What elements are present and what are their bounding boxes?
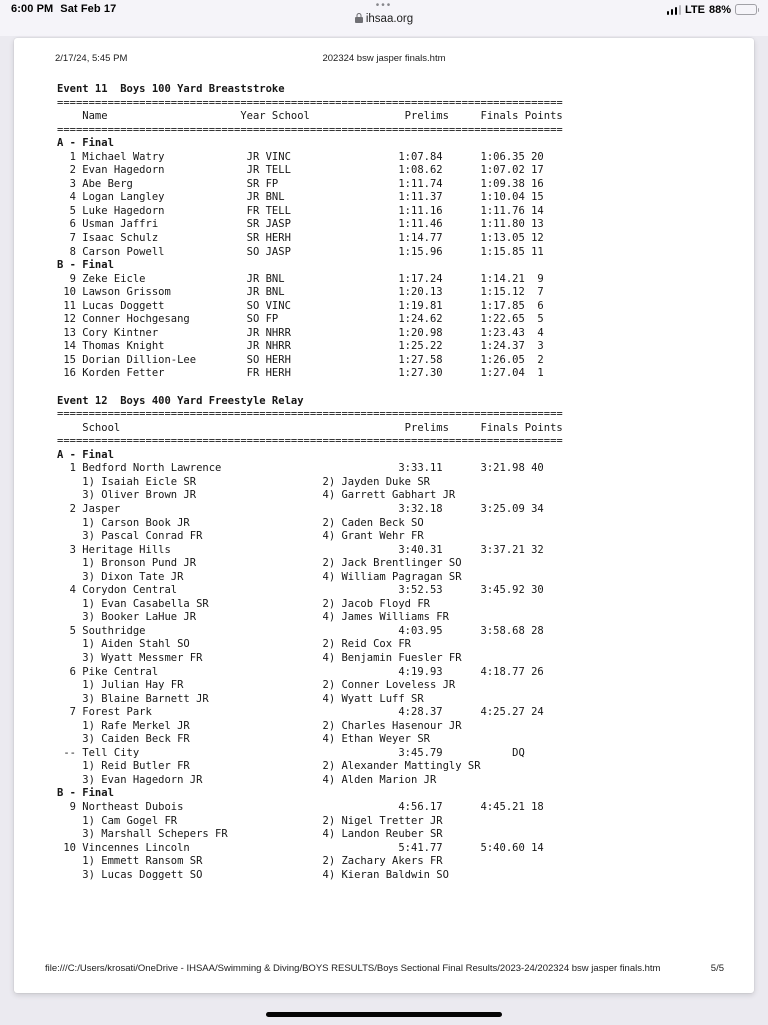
page-menu-button[interactable]: ••• [375,0,393,11]
result-row: 6 Usman Jaffri SR JASP 1:11.46 1:11.80 13 [57,218,544,231]
column-header-row: Name Year School Prelims Finals Points [57,110,563,123]
print-header-datetime: 2/17/24, 5:45 PM [55,53,128,64]
relay-swimmers-row: 3) Oliver Brown JR 4) Garrett Gabhart JR [57,489,456,502]
relay-swimmers-row: 1) Rafe Merkel JR 2) Charles Hasenour JR [57,719,462,732]
battery-percent: 88% [708,3,731,16]
relay-swimmers-row: 3) Caiden Beck FR 4) Ethan Weyer SR [57,733,430,746]
relay-result-row: 5 Southridge 4:03.95 3:58.68 28 [57,624,544,637]
site-host: ihsaa.org [365,13,414,25]
separator: ================================================================================ [57,408,563,421]
column-header-row: School Prelims Finals Points [57,421,563,434]
network-label: LTE [685,3,705,16]
results-document [57,83,563,882]
result-row: 4 Logan Langley JR BNL 1:11.37 1:10.04 15 [57,191,544,204]
relay-swimmers-row: 3) Marshall Schepers FR 4) Landon Reuber SR [57,828,443,841]
event-title: Event 11 Boys 100 Yard Breaststroke [57,83,285,95]
relay-result-row: 3 Heritage Hills 3:40.31 3:37.21 32 [57,543,544,556]
home-indicator[interactable] [266,1012,502,1017]
result-row: 11 Lucas Doggett SO VINC 1:19.81 1:17.85 6 [57,299,544,312]
relay-result-row: 2 Jasper 3:32.18 3:25.09 34 [57,502,544,515]
cellular-signal-icon [667,5,682,15]
battery-icon [735,4,759,15]
relay-result-row: 10 Vincennes Lincoln 5:41.77 5:40.60 14 [57,841,544,854]
print-footer-page-number: 5/5 [710,963,724,974]
print-header [14,53,754,67]
result-row: 14 Thomas Knight JR NHRR 1:25.22 1:24.37 3 [57,340,544,353]
relay-swimmers-row: 1) Evan Casabella SR 2) Jacob Floyd FR [57,597,430,610]
status-right-cluster [667,3,760,16]
document-page [14,38,754,993]
print-footer-path: file:///C:/Users/krosati/OneDrive - IHSAA/Swimming & Diving/BOYS RESULTS/Boys Sectional Final Results/2023-24/202324 bsw jasper finals.htm [45,963,661,974]
relay-swimmers-row: 1) Cam Gogel FR 2) Nigel Tretter JR [57,814,443,827]
result-row: 9 Zeke Eicle JR BNL 1:17.24 1:14.21 9 [57,272,544,285]
relay-swimmers-row: 3) Pascal Conrad FR 4) Grant Wehr FR [57,530,424,543]
event-title: Event 12 Boys 400 Yard Freestyle Relay [57,394,304,407]
relay-result-row: 4 Corydon Central 3:52.53 3:45.92 30 [57,584,544,597]
relay-swimmers-row: 3) Dixon Tate JR 4) William Pagragan SR [57,570,462,583]
result-row: 3 Abe Berg SR FP 1:11.74 1:09.38 16 [57,177,544,190]
result-row: 15 Dorian Dillion-Lee SO HERH 1:27.58 1:26.05 2 [57,353,544,366]
relay-result-row: -- Tell City 3:45.79 DQ [57,746,544,759]
result-row: 1 Michael Watry JR VINC 1:07.84 1:06.35 20 [57,150,544,163]
relay-swimmers-row: 3) Lucas Doggett SO 4) Kieran Baldwin SO [57,868,449,881]
relay-swimmers-row: 3) Evan Hagedorn JR 4) Alden Marion JR [57,773,437,786]
relay-result-row: 7 Forest Park 4:28.37 4:25.27 24 [57,706,544,719]
relay-swimmers-row: 1) Reid Butler FR 2) Alexander Mattingly SR [57,760,481,773]
relay-swimmers-row: 1) Carson Book JR 2) Caden Beck SO [57,516,424,529]
result-row: 12 Conner Hochgesang SO FP 1:24.62 1:22.65 5 [57,313,544,326]
result-row: 5 Luke Hagedorn FR TELL 1:11.16 1:11.76 14 [57,204,544,217]
relay-swimmers-row: 1) Bronson Pund JR 2) Jack Brentlinger SO [57,557,462,570]
relay-result-row: 1 Bedford North Lawrence 3:33.11 3:21.98 40 [57,462,544,475]
heat-label: B - Final [57,259,114,272]
spacer [57,381,563,395]
result-row: 13 Cory Kintner JR NHRR 1:20.98 1:23.43 4 [57,326,544,339]
heat-label: B - Final [57,787,114,800]
relay-result-row: 9 Northeast Dubois 4:56.17 4:45.21 18 [57,800,544,813]
heat-label: A - Final [57,448,114,461]
address-bar[interactable] [0,12,768,27]
result-row: 16 Korden Fetter FR HERH 1:27.30 1:27.04 1 [57,367,544,380]
relay-result-row: 6 Pike Central 4:19.93 4:18.77 26 [57,665,544,678]
relay-swimmers-row: 3) Booker LaHue JR 4) James Williams FR [57,611,449,624]
relay-swimmers-row: 1) Julian Hay FR 2) Conner Loveless JR [57,679,456,692]
result-row: 8 Carson Powell SO JASP 1:15.96 1:15.85 11 [57,245,544,258]
browser-chrome [0,0,768,36]
heat-label: A - Final [57,137,114,150]
relay-swimmers-row: 1) Isaiah Eicle SR 2) Jayden Duke SR [57,475,430,488]
separator: ================================================================================ [57,435,563,448]
relay-swimmers-row: 3) Blaine Barnett JR 4) Wyatt Luff SR [57,692,424,705]
relay-swimmers-row: 3) Wyatt Messmer FR 4) Benjamin Fuesler FR [57,651,462,664]
result-row: 2 Evan Hagedorn JR TELL 1:08.62 1:07.02 17 [57,164,544,177]
relay-swimmers-row: 1) Emmett Ransom SR 2) Zachary Akers FR [57,855,443,868]
status-time: 6:00 PM [11,3,54,15]
relay-swimmers-row: 1) Aiden Stahl SO 2) Reid Cox FR [57,638,412,651]
result-row: 10 Lawson Grissom JR BNL 1:20.13 1:15.12 7 [57,286,544,299]
status-date: Sat Feb 17 [60,3,117,15]
separator: ================================================================================ [57,96,563,109]
print-footer [45,963,724,974]
print-header-title: 202324 bsw jasper finals.htm [322,53,446,64]
separator: ================================================================================ [57,123,563,136]
result-row: 7 Isaac Schulz SR HERH 1:14.77 1:13.05 12 [57,232,544,245]
lock-icon [355,13,363,23]
